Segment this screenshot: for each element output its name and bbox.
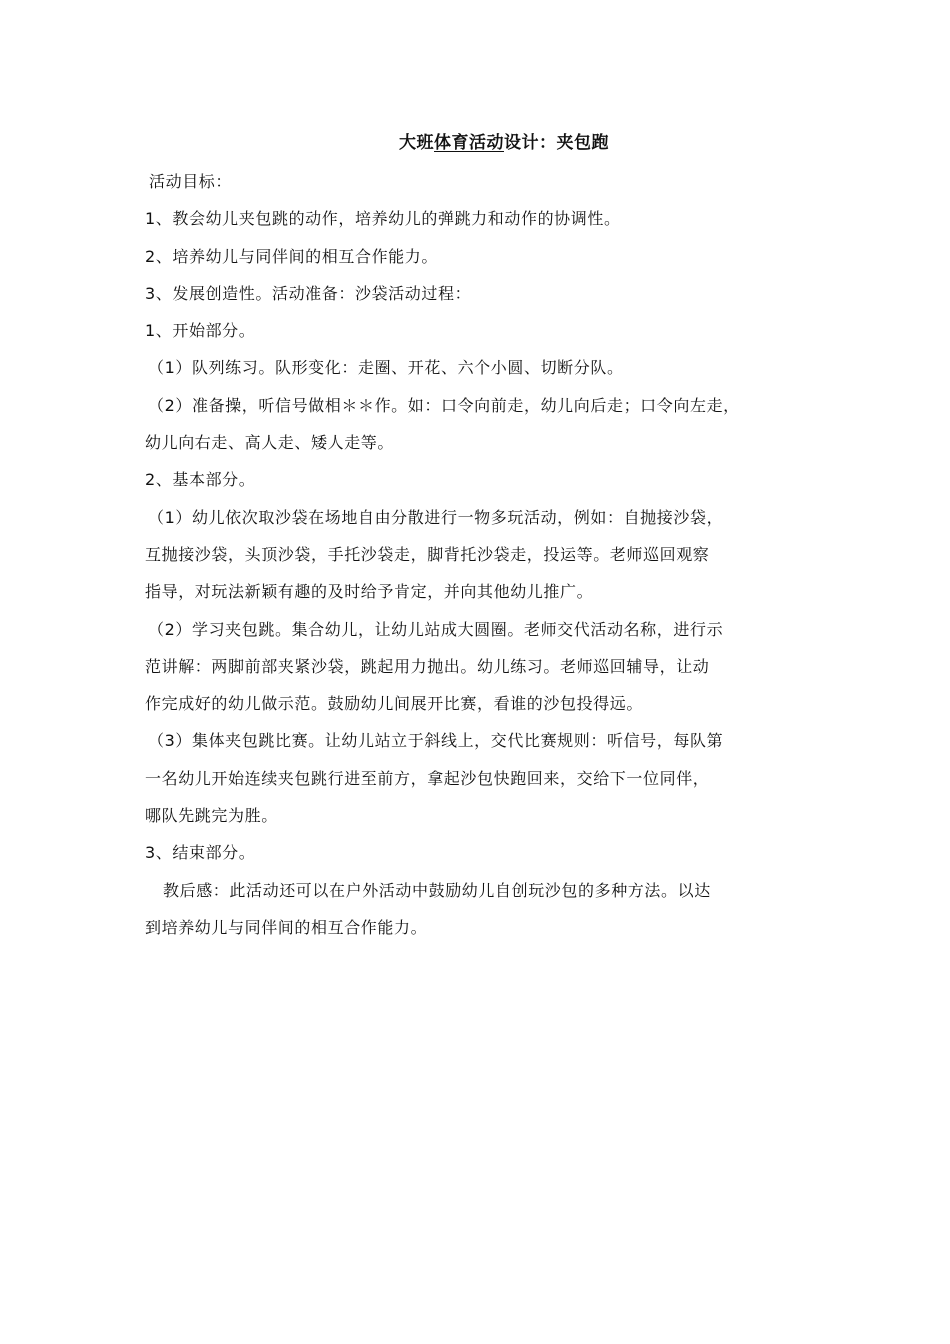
paragraph-line: 2、培养幼儿与同伴间的相互合作能力。 xyxy=(145,246,438,266)
paragraph-line: 一名幼儿开始连续夹包跳行进至前方，拿起沙包快跑回来，交给下一位同伴， xyxy=(145,768,710,788)
paragraph-line: 互抛接沙袋，头顶沙袋，手托沙袋走，脚背托沙袋走，投运等。老师巡回观察 xyxy=(145,544,710,564)
paragraph-line: 哪队先跳完为胜。 xyxy=(145,806,278,826)
paragraph-line: （1）队列练习。队形变化：走圈、开花、六个小圆、切断分队。 xyxy=(148,358,624,378)
section-heading-goals: 活动目标： xyxy=(149,172,233,191)
title-prefix: 大班 xyxy=(399,133,434,153)
document-title xyxy=(0,128,950,153)
title-underlined: 体育活动 xyxy=(434,133,504,153)
paragraph-line: 范讲解：两脚前部夹紧沙袋，跳起用力抛出。幼儿练习。老师巡回辅导，让动 xyxy=(145,656,710,676)
document-body xyxy=(145,163,825,946)
paragraph-line: 到培养幼儿与同伴间的相互合作能力。 xyxy=(145,917,428,937)
paragraph-line: （2）学习夹包跳。集合幼儿，让幼儿站成大圆圈。老师交代活动名称，进行示 xyxy=(148,619,724,639)
title-suffix: 设计：夹包跑 xyxy=(504,133,609,153)
paragraph-line: 教后感：此活动还可以在户外活动中鼓励幼儿自创玩沙包的多种方法。以达 xyxy=(163,880,711,900)
paragraph-line: （2）准备操，听信号做相＊＊作。如：口令向前走，幼儿向后走；口令向左走， xyxy=(148,395,740,415)
paragraph-line: （3）集体夹包跳比赛。让幼儿站立于斜线上，交代比赛规则：听信号，每队第 xyxy=(148,731,724,751)
paragraph-line: 3、发展创造性。活动准备：沙袋活动过程： xyxy=(145,283,472,303)
paragraph-line: 指导，对玩法新颖有趣的及时给予肯定，并向其他幼儿推广。 xyxy=(145,582,594,602)
paragraph-line: 幼儿向右走、高人走、矮人走等。 xyxy=(145,433,395,453)
section-heading: 3、结束部分。 xyxy=(145,843,256,863)
paragraph-line: （1）幼儿依次取沙袋在场地自由分散进行一物多玩活动，例如：自抛接沙袋， xyxy=(148,507,724,527)
paragraph-line: 作完成好的幼儿做示范。鼓励幼儿间展开比赛，看谁的沙包投得远。 xyxy=(145,694,644,714)
paragraph-line: 1、教会幼儿夹包跳的动作，培养幼儿的弹跳力和动作的协调性。 xyxy=(145,209,621,229)
section-heading: 1、开始部分。 xyxy=(145,321,256,341)
section-heading: 2、基本部分。 xyxy=(145,470,256,490)
